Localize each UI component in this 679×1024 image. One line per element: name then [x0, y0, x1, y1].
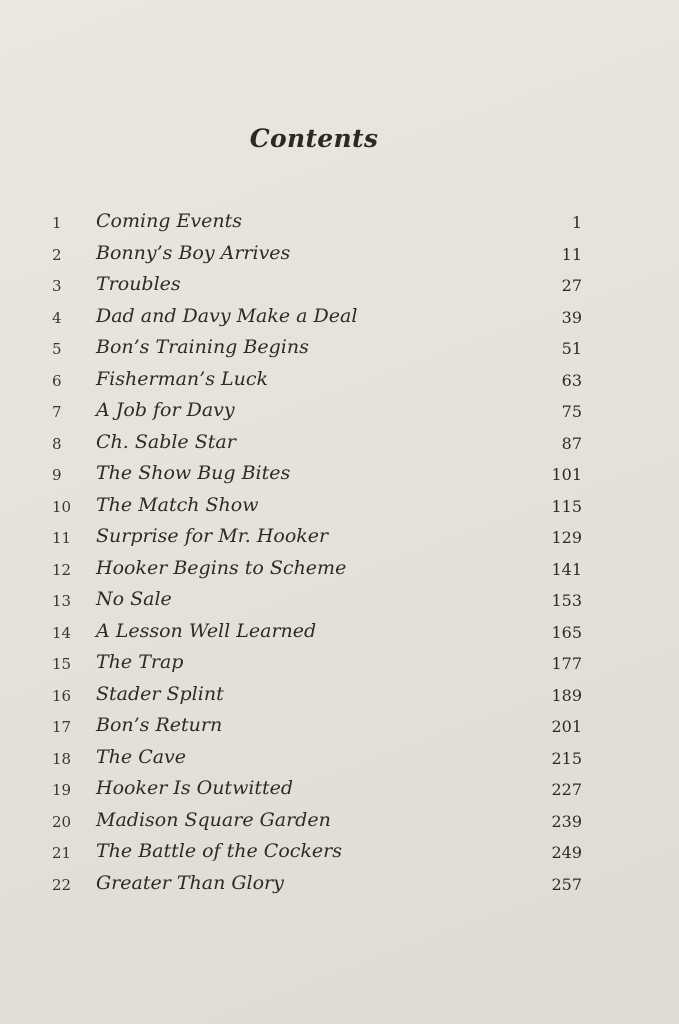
chapter-page: 249: [551, 843, 582, 862]
chapter-title: The Battle of the Cockers: [96, 840, 342, 862]
chapter-page: 27: [561, 276, 582, 295]
chapter-number: 18: [52, 749, 72, 768]
chapter-title: Coming Events: [96, 210, 242, 232]
chapter-page: 1: [571, 213, 582, 232]
chapter-title: Greater Than Glory: [96, 871, 284, 894]
chapter-page: 239: [551, 811, 582, 831]
chapter-page: 215: [551, 748, 582, 768]
toc-entry: [0, 775, 679, 803]
chapter-title: Bonny’s Boy Arrives: [96, 241, 291, 264]
chapter-title: Bon’s Training Begins: [96, 336, 309, 358]
toc-entry: [0, 555, 679, 583]
toc-entry: [0, 240, 679, 268]
chapter-page: 153: [551, 591, 582, 610]
contents-heading: Contents: [249, 124, 379, 153]
chapter-number: 14: [52, 623, 72, 642]
chapter-number: 3: [52, 277, 62, 295]
chapter-title: The Match Show: [96, 493, 259, 516]
chapter-number: 22: [52, 875, 72, 894]
toc-entry: [0, 744, 679, 772]
toc-entry: [0, 712, 679, 740]
toc-entry: [0, 334, 679, 362]
chapter-title: Madison Square Garden: [96, 808, 331, 831]
chapter-number: 9: [52, 466, 62, 484]
chapter-number: 8: [52, 434, 62, 453]
chapter-number: 6: [52, 371, 62, 390]
chapter-number: 12: [52, 560, 72, 579]
chapter-number: 21: [52, 844, 72, 862]
chapter-title: Dad and Davy Make a Deal: [96, 304, 358, 327]
toc-entry: [0, 397, 679, 425]
toc-entry: [0, 271, 679, 299]
chapter-number: 17: [52, 718, 72, 736]
chapter-page: 201: [551, 717, 582, 736]
chapter-page: 87: [561, 433, 582, 453]
chapter-number: 10: [52, 497, 72, 516]
chapter-title: Hooker Is Outwitted: [96, 777, 294, 799]
chapter-title: Bon’s Return: [96, 714, 223, 736]
chapter-number: 15: [52, 655, 72, 673]
chapter-title: Fisherman’s Luck: [96, 367, 268, 390]
toc-entry: [0, 618, 679, 646]
chapter-page: 39: [561, 307, 582, 327]
toc-entry: [0, 523, 679, 551]
chapter-title: Surprise for Mr. Hooker: [96, 525, 329, 547]
chapter-number: 13: [52, 592, 72, 610]
chapter-number: 19: [52, 781, 72, 799]
toc-entry: [0, 460, 679, 488]
chapter-title: A Lesson Well Learned: [96, 619, 317, 642]
toc-entry: [0, 807, 679, 835]
toc-entry: [0, 649, 679, 677]
chapter-page: 115: [551, 496, 582, 516]
chapter-page: 141: [551, 559, 582, 579]
chapter-title: No Sale: [96, 588, 172, 610]
toc-entry: [0, 681, 679, 709]
chapter-title: The Cave: [96, 745, 187, 768]
chapter-page: 75: [561, 402, 582, 421]
chapter-title: A Job for Davy: [96, 399, 235, 421]
chapter-number: 1: [52, 214, 62, 232]
chapter-title: The Show Bug Bites: [96, 462, 291, 484]
chapter-number: 20: [52, 812, 72, 831]
chapter-number: 2: [52, 245, 62, 264]
chapter-title: Hooker Begins to Scheme: [96, 556, 347, 579]
chapter-number: 16: [52, 686, 72, 705]
chapter-page: 51: [561, 339, 582, 358]
toc-entry: [0, 208, 679, 236]
chapter-title: Troubles: [96, 273, 181, 295]
chapter-page: 11: [561, 244, 582, 264]
chapter-page: 101: [551, 465, 582, 484]
toc-entry: [0, 303, 679, 331]
chapter-title: Stader Splint: [96, 682, 224, 705]
toc-entry: [0, 870, 679, 898]
chapter-number: 11: [52, 529, 72, 547]
chapter-page: 177: [551, 654, 582, 673]
chapter-number: 7: [52, 403, 62, 421]
toc-entry: [0, 366, 679, 394]
toc-entry: [0, 838, 679, 866]
toc-entry: [0, 586, 679, 614]
chapter-page: 227: [551, 780, 582, 799]
toc-entry: [0, 492, 679, 520]
chapter-page: 257: [551, 874, 582, 894]
chapter-title: Ch. Sable Star: [96, 430, 236, 453]
chapter-number: 5: [52, 340, 62, 358]
chapter-page: 129: [551, 528, 582, 547]
chapter-page: 63: [561, 370, 582, 390]
chapter-number: 4: [52, 308, 62, 327]
chapter-title: The Trap: [96, 651, 184, 673]
toc-entry: [0, 429, 679, 457]
chapter-page: 189: [551, 685, 582, 705]
chapter-page: 165: [551, 622, 582, 642]
